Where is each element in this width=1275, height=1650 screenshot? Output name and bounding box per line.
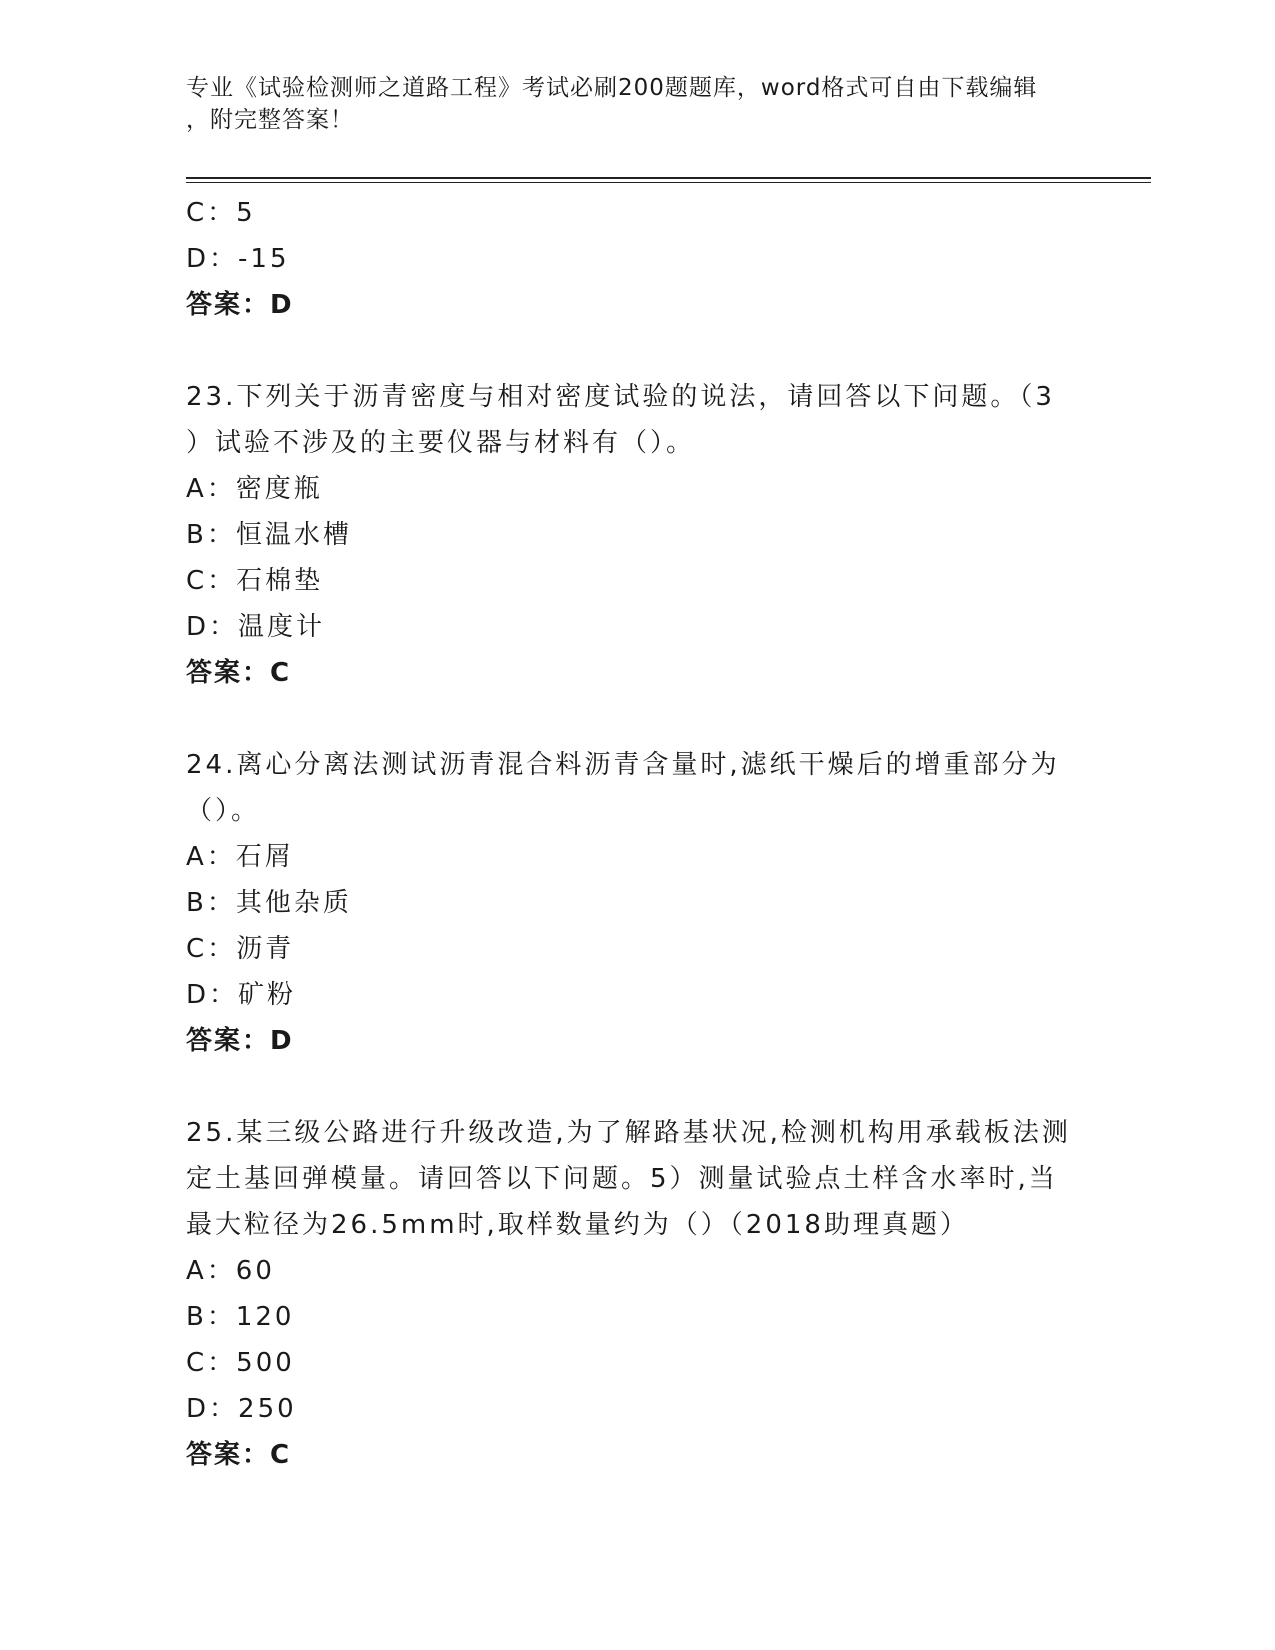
question-text: 定土基回弹模量。请回答以下问题。5）测量试验点土样含水率时,当	[186, 1164, 1058, 1194]
option-line: A：60	[186, 1256, 275, 1286]
question-text: 最大粒径为26.5mm时,取样数量约为（）（2018助理真题）	[186, 1210, 969, 1240]
question-text: （）。	[186, 796, 261, 826]
option-line: D：250	[186, 1394, 297, 1424]
answer-line: 答案：C	[186, 1440, 292, 1470]
option-line: C：沥青	[186, 934, 295, 964]
question-text: 23.下列关于沥青密度与相对密度试验的说法，请回答以下问题。（3	[186, 382, 1055, 412]
spacer	[186, 328, 1086, 374]
option-line: D：矿粉	[186, 980, 297, 1010]
spacer	[186, 1064, 1086, 1110]
question-text: 25.某三级公路进行升级改造,为了解路基状况,检测机构用承载板法测	[186, 1118, 1071, 1148]
header-rule-thick	[186, 177, 1151, 179]
option-line: A：石屑	[186, 842, 294, 872]
option-line: B：其他杂质	[186, 888, 352, 918]
option-line: C：5	[186, 198, 256, 228]
answer-line: 答案：D	[186, 290, 294, 320]
header-rule-thin	[186, 182, 1151, 183]
option-line: D：-15	[186, 244, 290, 274]
answer-line: 答案：C	[186, 658, 292, 688]
spacer	[186, 696, 1086, 742]
question-list	[186, 190, 1086, 1478]
document-header	[186, 72, 1066, 136]
question-text: ）试验不涉及的主要仪器与材料有（）。	[186, 428, 696, 458]
option-line: C：石棉垫	[186, 566, 324, 596]
option-line: C：500	[186, 1348, 295, 1378]
header-line-1: 专业《试验检测师之道路工程》考试必刷200题题库，word格式可自由下载编辑	[186, 75, 1038, 101]
option-line: D：温度计	[186, 612, 326, 642]
option-line: A：密度瓶	[186, 474, 323, 504]
answer-line: 答案：D	[186, 1026, 294, 1056]
header-line-2: ，附完整答案！	[186, 107, 354, 133]
question-text: 24.离心分离法测试沥青混合料沥青含量时,滤纸干燥后的增重部分为	[186, 750, 1060, 780]
option-line: B：恒温水槽	[186, 520, 352, 550]
option-line: B：120	[186, 1302, 295, 1332]
